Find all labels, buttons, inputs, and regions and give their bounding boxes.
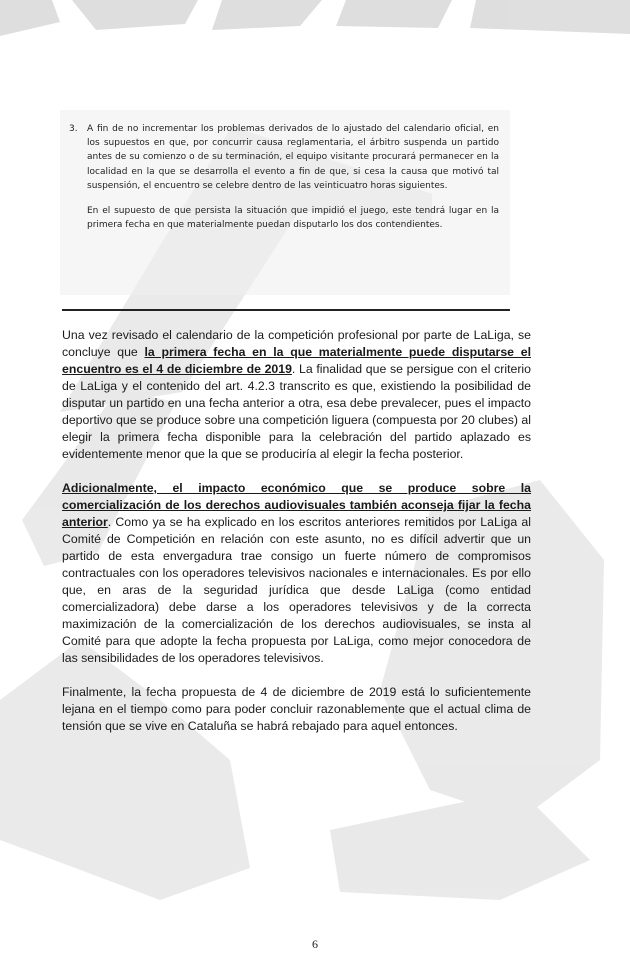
horizontal-rule <box>62 309 510 311</box>
quote-paragraph-2: En el supuesto de que persista la situación que impidió el juego, este tendrá lugar en la primera fecha en que materialmente puedan disputarlo los dos contendientes. <box>87 206 499 231</box>
page-number: 6 <box>312 937 318 951</box>
paragraph-3: Finalmente, la fecha propuesta de 4 de diciembre de 2019 está lo suficientemente lejana en el tiempo como para poder concluir razonablemente que el actual clima de tensión que se vive en Cataluña se habrá rebajado para aquel entonces. <box>62 685 531 733</box>
quoted-regulation-item <box>69 122 499 232</box>
quote-item-number: 3. <box>69 124 78 134</box>
quote-paragraph-1: A fin de no incrementar los problemas derivados de lo ajustado del calendario oficial, en los supuestos en que, por concurrir causa reglamentaria, el árbitro suspenda un partido antes de su comienzo o de su terminación, el equipo visitante procurará permanecer en la localidad en la que se desarrolla el evento a fin de que, si cesa la causa que motivó tal suspensión, el encuentro se celebre dentro de las veinticuatro horas siguientes. <box>87 124 499 191</box>
paragraph-1-text-b: . La finalidad que se persigue con el criterio de LaLiga y el contenido del art. 4.2.3 transcrito es que, existiendo la posibilidad de disputar un partido en una fecha anterior a otra, esa debe prevalecer, pues el impacto deportivo que se produce sobre una competición liguera (compuesta por 20 clubes) al elegir la primera fecha disponible para la celebración del partido aplazado es evidentemente menor que la que se produciría al elegir la fecha posterior. <box>62 362 531 461</box>
paragraph-1-text-a: Una vez revisado el calendario de la competición profesional por parte de LaLiga, se concluye que <box>62 328 531 359</box>
paragraph-1 <box>62 327 531 463</box>
paragraph-2-text: . Como ya se ha explicado en los escritos anteriores remitidos por LaLiga al Comité de Competición en relación con este asunto, no es difícil advertir que un partido de esta envergadura trae consigo un fuerte número de compromisos contractuales con los operadores televisivos nacionales e internacionales. Es por ello que, en aras de la seguridad jurídica que desde LaLiga (como entidad comercializadora) debe darse a los operadores televisivos y de la correcta maximización de la comercialización de los derechos audiovisuales, se insta al Comité para que adopte la fecha propuesta por LaLiga, como mejor conocedora de las sensibilidades de los operadores televisivos. <box>62 515 531 665</box>
paragraph-2-emphasis: Adicionalmente, el impacto económico que se produce sobre la comercialización de los derechos audiovisuales también aconseja fijar la fecha anterior <box>62 481 531 529</box>
paragraph-2 <box>62 480 531 667</box>
body-text <box>62 327 531 752</box>
paragraph-1-emphasis: la primera fecha en la que materialmente puede disputarse el encuentro es el 4 de diciembre de 2019 <box>62 345 531 376</box>
